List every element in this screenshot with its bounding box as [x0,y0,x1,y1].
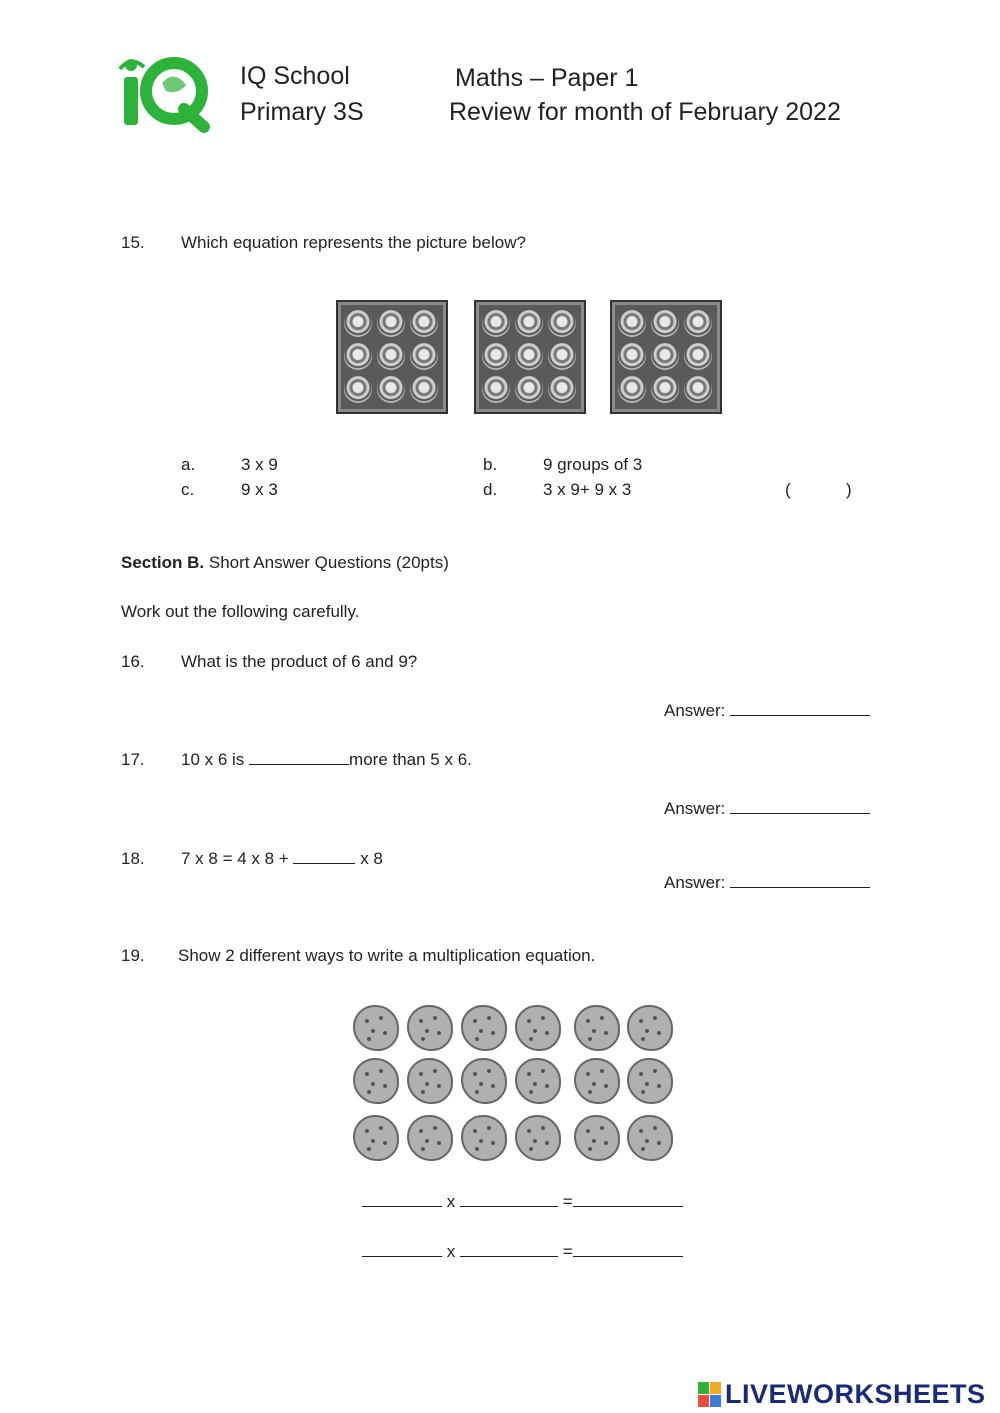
muffin-icon [651,309,679,337]
liveworksheets-watermark [697,1379,986,1410]
muffin-icon [410,309,438,337]
q15-question: Which equation represents the picture below? [181,233,526,252]
muffin-icon [344,309,372,337]
muffin-icon [548,309,576,337]
section-b-title: Short Answer Questions (20pts) [208,553,449,572]
muffin-icon [344,375,372,403]
muffin-icon [548,342,576,370]
section-b-label: Section B. [121,553,205,572]
muffin-icon [482,309,510,337]
muffin-icon [410,375,438,403]
q16-question: What is the product of 6 and 9? [181,652,418,671]
subject-title: Maths – Paper 1 [455,64,639,92]
answer-label: Answer: [664,701,726,720]
muffin-icon [618,342,646,370]
muffin-icon [618,375,646,403]
cookie-icon [627,1005,673,1051]
muffin-icon [515,309,543,337]
option-d-text: 3 x 9+ 9 x 3 [543,480,632,499]
muffin-icon [684,342,712,370]
q16-answer-field[interactable] [730,701,870,716]
liveworksheets-logo-icon [697,1381,723,1409]
q19-number: 19. [121,946,145,965]
muffin-icon [344,342,372,370]
muffin-icon [651,375,679,403]
q19-question: Show 2 different ways to write a multiplication equation. [178,946,596,965]
muffin-icon [377,375,405,403]
q18-text-before: 7 x 8 = 4 x 8 + [181,849,294,868]
muffin-tray [474,300,586,414]
muffin-icon [515,342,543,370]
muffin-icon [618,309,646,337]
cookie-icon [461,1058,507,1104]
cookie-icon [574,1005,620,1051]
equals-sign: = [562,1192,573,1211]
cookie-icon [353,1005,399,1051]
eq2-factor2-field[interactable] [460,1242,558,1257]
muffin-icon [651,342,679,370]
eq2-factor1-field[interactable] [362,1242,442,1257]
cookie-icon [515,1058,561,1104]
muffin-icon [684,309,712,337]
cookie-icon [515,1115,561,1161]
cookie-icon [353,1115,399,1161]
muffin-icon [515,375,543,403]
eq1-factor2-field[interactable] [460,1192,558,1207]
muffin-icon [482,342,510,370]
muffin-icon [548,375,576,403]
cookie-icon [353,1058,399,1104]
muffin-icon [684,375,712,403]
section-b-instruction: Work out the following carefully. [121,602,360,621]
option-b-text: 9 groups of 3 [543,455,643,474]
review-title: Review for month of February 2022 [449,98,841,126]
cookie-icon [515,1005,561,1051]
class-name: Primary 3S [240,98,364,126]
cookie-icon [407,1005,453,1051]
q17-number: 17. [121,750,145,769]
cookie-icon [627,1115,673,1161]
watermark-text: LIVEWORKSHEETS [725,1379,986,1409]
iq-logo [118,55,210,133]
option-b-letter: b. [483,455,498,474]
cookie-icon [407,1058,453,1104]
option-c-text: 9 x 3 [241,480,278,499]
times-sign: x [446,1242,456,1261]
times-sign: x [446,1192,456,1211]
cookie-icon [461,1115,507,1161]
option-c-letter: c. [181,480,195,499]
q15-answer-box[interactable] [795,478,843,502]
cookie-icon [574,1115,620,1161]
eq1-product-field[interactable] [573,1192,683,1207]
answer-label: Answer: [664,873,726,892]
muffin-icon [377,309,405,337]
q16-number: 16. [121,652,145,671]
muffin-icon [482,375,510,403]
muffin-tray [336,300,448,414]
muffin-icon [410,342,438,370]
q18-answer-field[interactable] [730,873,870,888]
answer-paren-open: ( [785,480,791,499]
option-a-text: 3 x 9 [241,455,278,474]
q17-text-before: 10 x 6 is [181,750,250,769]
q17-text-after: more than 5 x 6. [349,750,472,769]
q15-number: 15. [121,233,145,252]
q18-number: 18. [121,849,145,868]
equals-sign: = [562,1242,573,1261]
cookie-icon [461,1005,507,1051]
eq2-product-field[interactable] [573,1242,683,1257]
option-a-letter: a. [181,455,196,474]
muffin-icon [377,342,405,370]
option-d-letter: d. [483,480,498,499]
school-name: IQ School [240,62,350,90]
muffin-tray [610,300,722,414]
cookie-icon [407,1115,453,1161]
cookie-icon [627,1058,673,1104]
answer-paren-close: ) [846,480,852,499]
eq1-factor1-field[interactable] [362,1192,442,1207]
q17-blank[interactable] [249,750,349,765]
cookie-icon [574,1058,620,1104]
q18-text-after: x 8 [355,849,383,868]
answer-label: Answer: [664,799,726,818]
q18-blank[interactable] [293,849,355,864]
q17-answer-field[interactable] [730,799,870,814]
